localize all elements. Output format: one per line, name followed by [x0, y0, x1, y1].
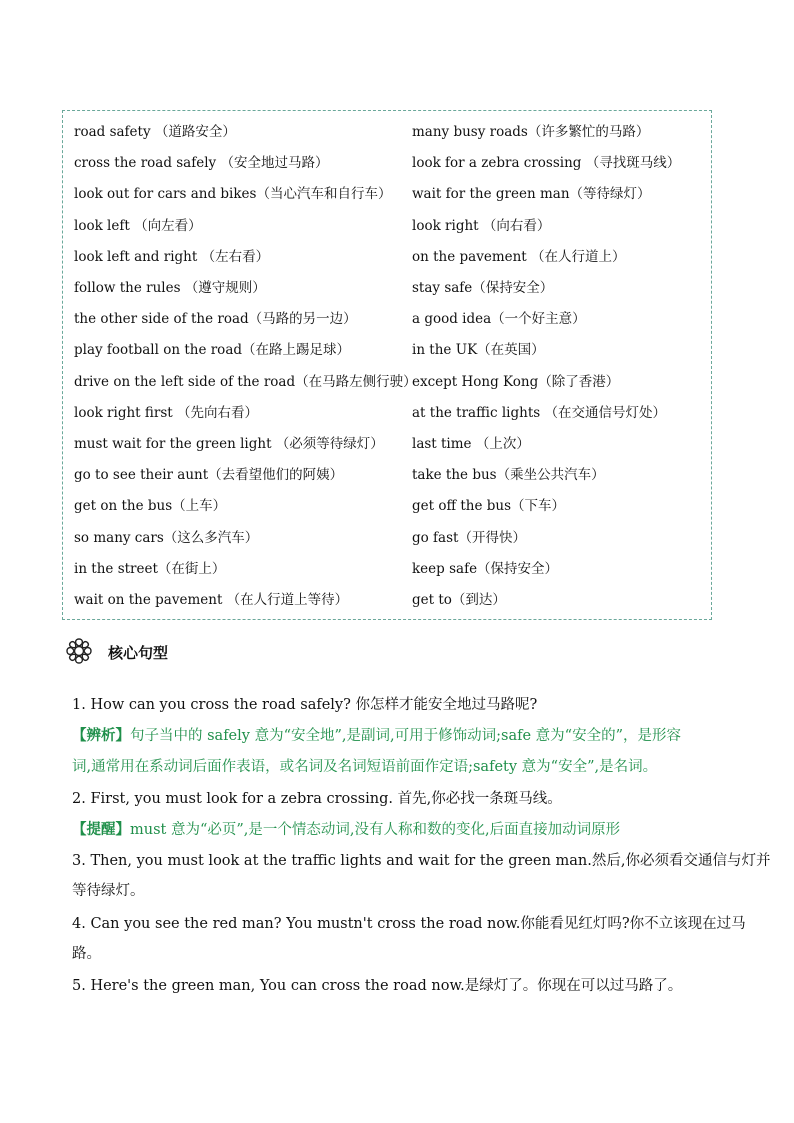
vocab-right: look for a zebra crossing （寻找斑马线） [412, 155, 681, 172]
vocab-row [63, 557, 711, 581]
note-1-line-2: 词,通常用在系动词后面作表语，或名词及名词短语前面作定语;safety 意为“安全”,是名词。 [72, 759, 658, 775]
vocab-left: play football on the road（在路上踢足球） [74, 342, 351, 359]
vocab-left: in the street（在街上） [74, 560, 226, 577]
section-title: 核心句型 [108, 644, 169, 662]
vocab-row [63, 182, 711, 206]
vocab-left: the other side of the road（马路的另一边） [74, 311, 357, 328]
vocab-left: cross the road safely （安全地过马路） [74, 155, 329, 172]
sentence-3-line-1: 3. Then, you must look at the traffic lights and wait for the green man.然后,你必须看交通信与灯并 [72, 853, 771, 869]
sentence-3-line-2: 等待绿灯。 [72, 883, 145, 899]
vocab-left: drive on the left side of the road（在马路左侧行驶） [74, 373, 417, 390]
vocab-row [63, 370, 711, 394]
vocab-row [63, 526, 711, 550]
note-text: must 意为“必页”,是一个情态动词,没有人称和数的变化,后面直接加动词原形 [130, 822, 621, 838]
note-2 [72, 820, 732, 840]
note-tag: 【辨析】 [72, 727, 130, 744]
vocab-right: at the traffic lights （在交通信号灯处） [412, 404, 666, 421]
vocab-left: must wait for the green light （必须等待绿灯） [74, 436, 384, 452]
vocab-row [63, 245, 711, 269]
vocab-left: so many cars（这么多汽车） [74, 529, 259, 546]
note-text: 句子当中的 safely 意为“安全地”,是副词,可用于修饰动词;safe 意为“安全的”，是形容 [130, 728, 681, 744]
vocab-right: keep safe（保持安全） [412, 560, 559, 577]
vocab-left: follow the rules （遵守规则） [74, 280, 266, 296]
vocab-left: road safety （道路安全） [74, 124, 236, 140]
vocab-right: go fast（开得快） [412, 529, 526, 546]
vocab-right: except Hong Kong（除了香港） [412, 373, 620, 390]
vocab-right: wait for the green man（等待绿灯） [412, 186, 651, 203]
vocab-right: in the UK（在英国） [412, 342, 545, 359]
flower-icon [64, 636, 94, 666]
sentence-5: 5. Here's the green man, You can cross the road now.是绿灯了。你现在可以过马路了。 [72, 978, 683, 994]
section-header [64, 636, 364, 666]
vocab-row [63, 494, 711, 518]
note-tag: 【提醒】 [72, 821, 130, 838]
vocab-row [63, 151, 711, 175]
vocab-row [63, 588, 711, 612]
vocab-right: many busy roads（许多繁忙的马路） [412, 124, 650, 140]
vocab-left: wait on the pavement （在人行道上等待） [74, 592, 349, 608]
vocab-right: take the bus（乘坐公共汽车） [412, 467, 605, 484]
vocab-left: go to see their aunt（去看望他们的阿姨） [74, 467, 344, 484]
sentence-1: 1. How can you cross the road safely? 你怎样才能安全地过马路呢? [72, 697, 538, 713]
vocab-right: get off the bus（下车） [412, 498, 566, 515]
vocab-row [63, 214, 711, 238]
vocabulary-box [62, 110, 712, 620]
sentence-4-line-2: 路。 [72, 946, 101, 962]
vocab-right: on the pavement （在人行道上） [412, 248, 626, 265]
note-1-line-1 [72, 726, 732, 746]
vocab-row [63, 338, 711, 362]
vocab-row [63, 276, 711, 300]
vocab-right: get to（到达） [412, 592, 506, 608]
vocab-right: look right （向右看） [412, 217, 551, 234]
vocab-left: get on the bus（上车） [74, 498, 227, 515]
vocab-right: stay safe（保持安全） [412, 280, 554, 296]
vocab-row [63, 432, 711, 456]
vocab-left: look out for cars and bikes（当心汽车和自行车） [74, 186, 392, 203]
vocab-left: look left and right （左右看） [74, 248, 270, 265]
vocab-left: look left （向左看） [74, 217, 202, 234]
vocab-row [63, 401, 711, 425]
vocab-right: last time （上次） [412, 436, 530, 452]
vocab-right: a good idea（一个好主意） [412, 311, 586, 328]
vocab-left: look right first （先向右看） [74, 404, 258, 421]
vocab-row [63, 307, 711, 331]
vocab-row [63, 463, 711, 487]
vocab-row [63, 120, 711, 144]
sentence-4-line-1: 4. Can you see the red man? You mustn't cross the road now.你能看见红灯吗?你不立该现在过马 [72, 916, 746, 932]
sentence-2: 2. First, you must look for a zebra crossing. 首先,你必找一条斑马线。 [72, 791, 562, 807]
